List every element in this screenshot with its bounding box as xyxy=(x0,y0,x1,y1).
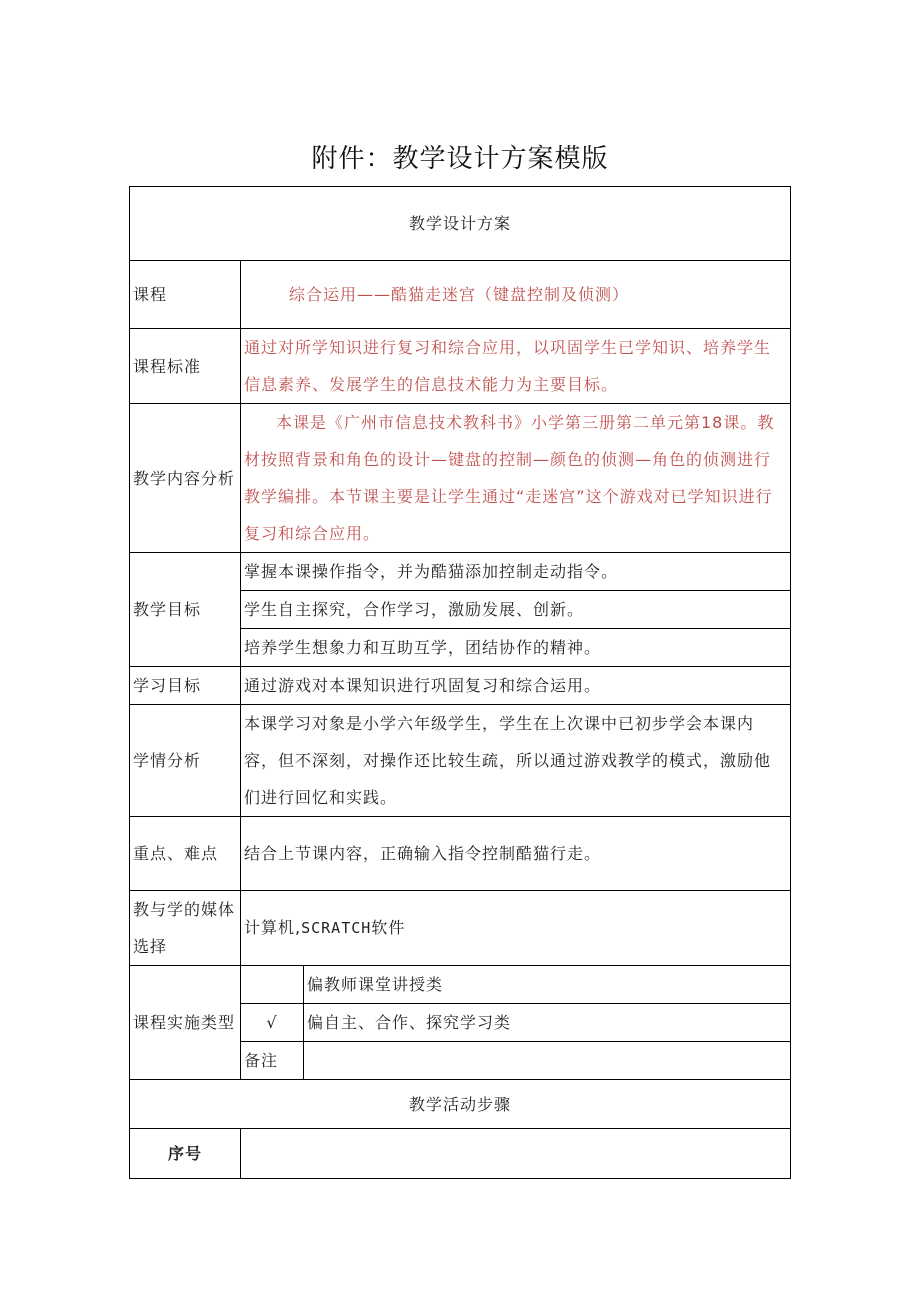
standard-label: 课程标准 xyxy=(130,329,241,404)
media-row xyxy=(130,891,791,966)
steps-header: 教学活动步骤 xyxy=(130,1080,791,1129)
key-points-value: 结合上节课内容，正确输入指令控制酷猫行走。 xyxy=(241,817,791,891)
content-analysis-label: 教学内容分析 xyxy=(130,404,241,553)
content-analysis-value: 本课是《广州市信息技术教科书》小学第三册第二单元第18课。教材按照背景和角色的设计—键盘的控制—颜色的侦测—角色的侦测进行教学编排。本节课主要是让学生通过“走迷宫”这个游戏对已学知识进行复习和综合应用。 xyxy=(241,404,791,553)
course-row xyxy=(130,261,791,329)
goal-item-1: 掌握本课操作指令，并为酷猫添加控制走动指令。 xyxy=(241,553,791,591)
standard-row xyxy=(130,329,791,404)
media-value-suffix: 软件 xyxy=(371,918,406,937)
remark-value xyxy=(304,1042,791,1080)
standard-value: 通过对所学知识进行复习和综合应用，以巩固学生已学知识、培养学生信息素养、发展学生的信息技术能力为主要目标。 xyxy=(241,329,791,404)
key-points-row xyxy=(130,817,791,891)
page-title: 附件：教学设计方案模版 xyxy=(311,144,609,174)
implementation-check-1 xyxy=(241,966,304,1004)
seq-label: 序号 xyxy=(130,1129,241,1179)
media-value-prefix: 计算机, xyxy=(244,918,302,937)
goal-row-1 xyxy=(130,553,791,591)
table-header-row xyxy=(130,187,791,261)
goal-item-3: 培养学生想象力和互助互学，团结协作的精神。 xyxy=(241,629,791,667)
course-value: 综合运用——酷猫走迷宫（键盘控制及侦测） xyxy=(241,261,791,329)
implementation-option-1: 偏教师课堂讲授类 xyxy=(304,966,791,1004)
implementation-check-2: √ xyxy=(241,1004,304,1042)
seq-value xyxy=(241,1129,791,1179)
learner-analysis-label: 学情分析 xyxy=(130,705,241,817)
learner-analysis-value: 本课学习对象是小学六年级学生，学生在上次课中已初步学会本课内容，但不深刻，对操作还比较生疏，所以通过游戏教学的模式，激励他们进行回忆和实践。 xyxy=(241,705,791,817)
learner-analysis-row xyxy=(130,705,791,817)
course-label: 课程 xyxy=(130,261,241,329)
media-label: 教与学的媒体选择 xyxy=(130,891,241,966)
goals-label: 教学目标 xyxy=(130,553,241,667)
table-header: 教学设计方案 xyxy=(130,187,791,261)
key-points-label: 重点、难点 xyxy=(130,817,241,891)
learning-goal-label: 学习目标 xyxy=(130,667,241,705)
learning-goal-value: 通过游戏对本课知识进行巩固复习和综合运用。 xyxy=(241,667,791,705)
lesson-plan-table xyxy=(129,186,791,1179)
implementation-label: 课程实施类型 xyxy=(130,966,241,1080)
seq-row xyxy=(130,1129,791,1179)
learning-goal-row xyxy=(130,667,791,705)
content-analysis-row xyxy=(130,404,791,553)
remark-label: 备注 xyxy=(241,1042,304,1080)
media-value xyxy=(241,891,791,966)
implementation-row-1 xyxy=(130,966,791,1004)
implementation-option-2: 偏自主、合作、探究学习类 xyxy=(304,1004,791,1042)
goal-item-2: 学生自主探究，合作学习，激励发展、创新。 xyxy=(241,591,791,629)
media-value-software: SCRATCH xyxy=(301,919,372,937)
steps-header-row xyxy=(130,1080,791,1129)
